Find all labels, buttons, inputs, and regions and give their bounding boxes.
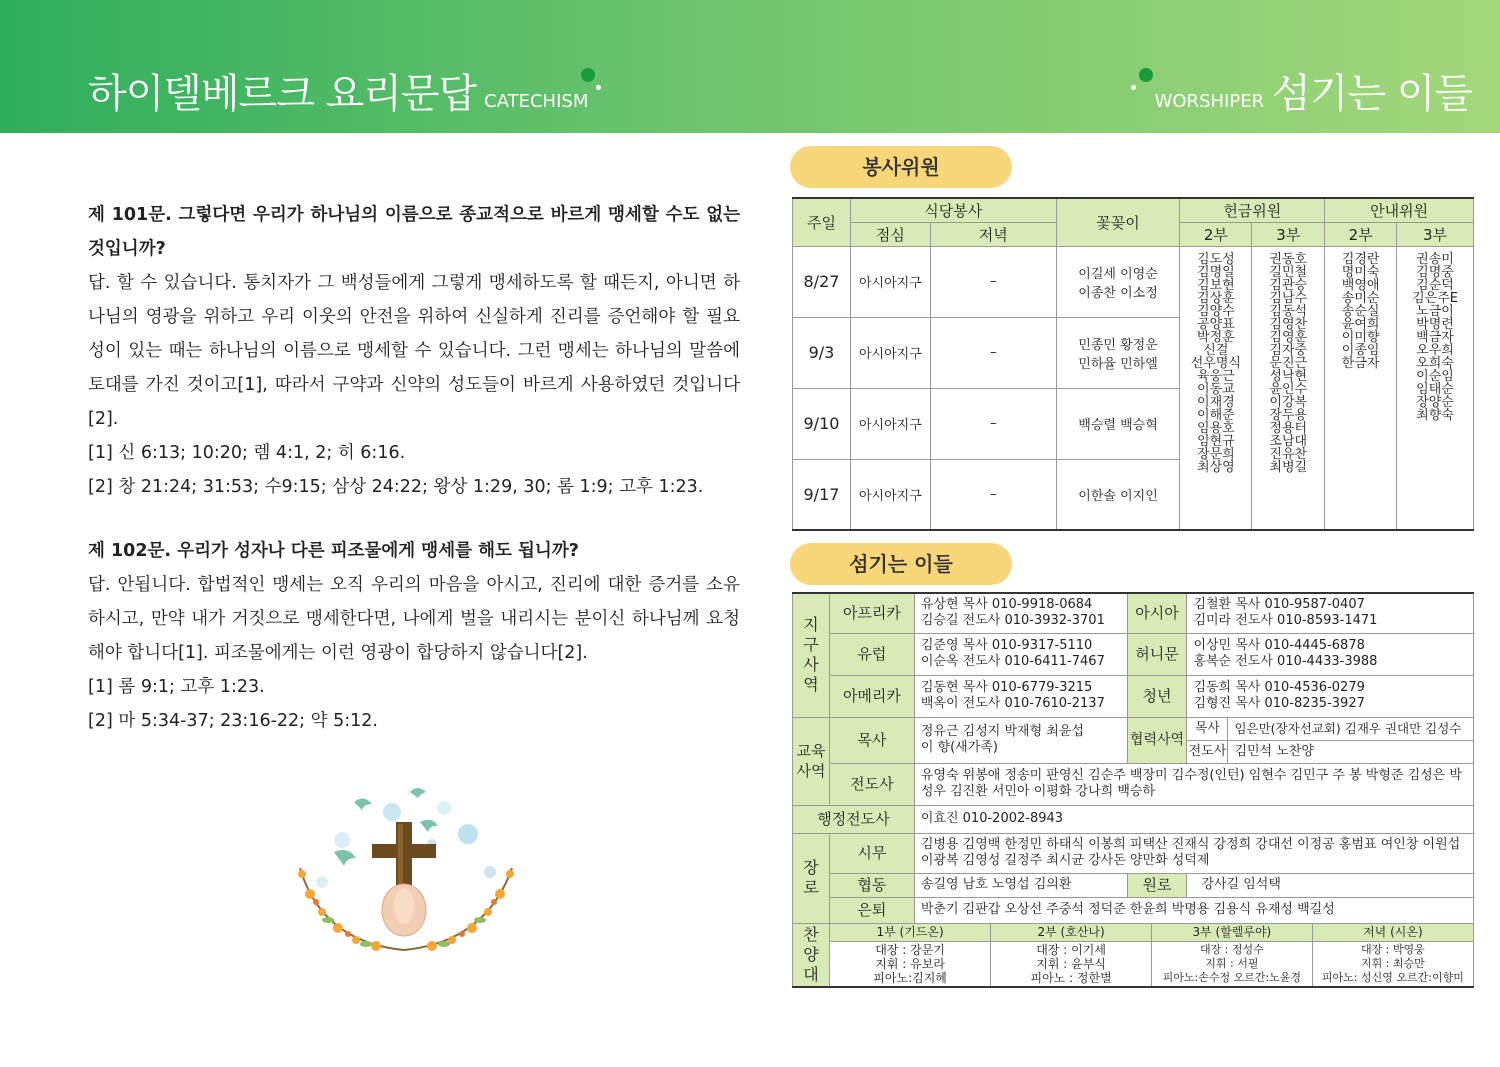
header-offering: 헌금위원 [1180,198,1325,222]
list-item: 장양순 [1416,394,1454,410]
choir-grid [829,923,1473,987]
row-dinner: – [930,459,1056,530]
list-item: 김순덕 [1416,277,1454,293]
elder-label-text: 장로 [803,858,819,897]
list-item: 임현규 [1197,433,1235,449]
asia-contacts [1187,593,1474,633]
header-offering-2bu: 2부 [1180,222,1252,246]
list-item: 임용호 [1197,420,1235,436]
evangelist-label: 전도사 [829,763,914,805]
contact-line: 이순옥 전도사 010-6411-7467 [920,654,1105,669]
row-dinner: – [930,388,1056,459]
choir-name: 2부 (호산나) [991,924,1152,942]
row-date: 9/3 [793,317,851,388]
contact-line: 이상민 목사 010-4445-6878 [1193,638,1365,653]
choir-name: 3부 (할렐루야) [1151,924,1312,942]
servers-table [792,592,1474,988]
reference-101-1: [1] 신 6:13; 10:20; 렘 4:1, 2; 히 6:16. [88,443,406,463]
list-item: 김영찬 [1269,316,1308,332]
row-dinner: – [930,246,1056,317]
worshiper-heading [1155,62,1472,119]
choir-label-text: 찬양대 [803,924,819,984]
youth-contacts [1187,675,1474,717]
youth-label: 청년 [1127,675,1187,717]
list-item: 성낙현 [1269,368,1308,384]
question-102: 제 102문. 우리가 성자나 다른 피조물에게 맹세를 해도 됩니까? [88,541,579,561]
header-guide: 안내위원 [1325,198,1474,222]
page-header [0,0,1500,133]
offering-2bu-list [1180,246,1252,530]
choir-detail [1151,941,1312,986]
list-item: 김동석 [1269,303,1308,319]
choir-line: 지휘 : 최승만 [1360,956,1425,970]
cooperation-label: 협력사역 [1127,717,1187,763]
cross-illustration [282,782,532,962]
list-item: 최향숙 [1416,407,1454,423]
pastor-names [914,717,1127,763]
senior-elder-names: 강사길 임석택 [1187,873,1474,897]
africa-label: 아프리카 [829,593,914,633]
active-elder-names: 김병용 김영백 한정민 하태식 이봉희 피택산 진재식 강정희 강대선 이정공 홍범표 여인창 이원섭 이광복 김영성 길정주 최시균 강사돈 양만화 성덕제 [914,833,1473,873]
district-label [793,593,830,717]
header-guide-2bu: 2부 [1325,222,1397,246]
africa-contacts [914,593,1127,633]
choir-name: 저녁 (시온) [1312,924,1473,942]
list-item: 이종임 [1341,342,1380,358]
row-flower: 민종민 황정운 민하율 민하엘 [1056,317,1180,388]
list-item: 송순실 [1341,303,1380,319]
asia-label: 아시아 [1127,593,1187,633]
list-item: 백영애 [1341,277,1380,293]
list-item: 김경란 [1341,251,1380,267]
list-item: 김상훈 [1197,290,1235,306]
choir-name: 1부 (기드온) [830,924,991,942]
list-item: 권송미 [1416,251,1454,267]
offering-3bu-list [1252,246,1325,530]
associate-elder-label: 협동 [829,873,914,897]
list-item: 김양수 [1197,303,1235,319]
coop-evangelist-label: 전도사 [1187,741,1228,763]
contact-line: 김동현 목사 010-6779-3215 [920,680,1093,695]
choir-line: 피아노:손수정 오르간:노윤경 [1162,970,1302,984]
list-item: 김자중 [1269,342,1308,358]
list-item: 김남수 [1269,290,1308,306]
list-item: 윤인수 [1269,381,1308,397]
list-item: 오희숙 [1416,355,1454,371]
list-item: 신걸 [1203,342,1229,358]
row-date: 9/17 [793,459,851,530]
choir-line: 피아노: 성신영 오르간:이향미 [1321,970,1464,984]
senior-elder-label: 원로 [1127,873,1187,897]
name-line: 정유근 김성지 박재형 최윤섭 [920,724,1084,739]
header-dinner: 저녁 [930,222,1056,246]
choir-line: 지휘 : 윤부식 [1036,956,1106,971]
list-item: 육웅근 [1197,368,1235,384]
associate-elder-names: 송길영 남호 노영섭 김의환 [914,873,1127,897]
list-item: 장두용 [1269,407,1308,423]
dot-icon [581,68,595,82]
row-flower: 이한솔 이지인 [1056,459,1180,530]
list-item: 이순임 [1416,368,1454,384]
choir-line: 지휘 : 유보라 [875,956,945,971]
choir-line: 대장 : 강문기 [875,942,945,957]
elder-label [793,833,830,923]
pastor-label: 목사 [829,717,914,763]
choir-detail [1312,941,1473,986]
reference-102-1: [1] 롬 9:1; 고후 1:23. [88,677,265,697]
retired-elder-names: 박춘기 김판갑 오상선 주중석 정덕준 한윤희 박명용 김용식 유재성 백길성 [914,897,1473,923]
dot-icon [1139,68,1153,82]
list-item: 진유찬 [1269,446,1308,462]
name-line: 이 향(새가족) [920,740,998,755]
list-item: 정용터 [1269,420,1308,436]
dot-icon [596,85,601,90]
honeymoon-label: 허니문 [1127,633,1187,675]
list-item: 이미향 [1341,329,1380,345]
row-date: 9/10 [793,388,851,459]
answer-101: 답. 할 수 있습니다. 통치자가 그 백성들에게 그렇게 맹세하도록 할 때든지, 아니면 하나님의 영광을 위하고 우리 이웃의 안전을 위하여 신실하게 진리를 증언해야 할 필요성이 있는 때는 하나님의 이름으로 맹세할 수 있습니다. 그런 맹세는 하나님의 말씀에 토대를 가진 것이고[1], 따라서 구약과 신약의 성도들이 바르게 사용하였던 것입니다[2]. [88,273,740,429]
list-item: 조남대 [1269,433,1308,449]
list-item: 오우희 [1416,342,1454,358]
list-item: 이해준 [1197,407,1235,423]
coop-pastor-label: 목사 [1187,717,1228,740]
choir-line: 피아노:김지혜 [873,970,947,985]
honeymoon-contacts [1187,633,1474,675]
choir-line: 지휘 : 서필 [1205,956,1259,970]
list-item: 임태순 [1416,381,1454,397]
row-flower: 백승렬 백승혁 [1056,388,1180,459]
list-item: 김보현 [1197,277,1235,293]
list-item: 공양표 [1197,316,1235,332]
coop-pastor-names: 임은만(장자선교회) 김재우 권대만 김성수 [1234,720,1462,736]
header-meal: 식당봉사 [850,198,1056,222]
list-item: 백금자 [1416,329,1454,345]
admin-contact: 이효진 010-2002-8943 [914,805,1473,833]
row-lunch: 아시아지구 [850,246,930,317]
list-item: 김도성 [1197,251,1235,267]
list-item: 장문희 [1197,446,1235,462]
america-label: 아메리카 [829,675,914,717]
row-dinner: – [930,317,1056,388]
list-item: 박명련 [1416,316,1454,332]
row-lunch: 아시아지구 [850,459,930,530]
list-item: 이동교 [1197,381,1235,397]
list-item: 박정훈 [1197,329,1235,345]
choir-label [793,923,830,987]
answer-102: 답. 안됩니다. 합법적인 맹세는 오직 우리의 마음을 아시고, 진리에 대한 증거를 소유하시고, 만약 내가 거짓으로 맹세한다면, 나에게 벌을 내리시는 분이신 하나님께 요청해야 합니다[1]. 피조물에게는 이런 영광이 합당하지 않습니다[2]. [88,575,740,663]
list-item: 권동호 [1269,251,1308,267]
worshiper-subtitle: WORSHIPER [1154,91,1265,112]
service-committee-table [792,197,1474,531]
catechism-subtitle: CATECHISM [484,91,589,112]
choir-line: 피아노 : 정한별 [1030,970,1112,985]
guide-3bu-list [1397,246,1474,530]
contact-line: 홍복순 전도사 010-4433-3988 [1193,654,1378,669]
list-item: 김관승 [1269,277,1308,293]
praying-hands-icon [382,884,426,936]
coop-evangelist-names: 김민석 노찬양 [1234,743,1314,759]
contact-line: 김미라 전도사 010-8593-1471 [1193,613,1378,629]
education-label [793,717,830,805]
list-item: 김명일 [1197,264,1235,280]
list-item: 최상영 [1197,459,1235,475]
dot-icon [1131,85,1136,90]
choir-line: 대장 : 이기세 [1036,942,1106,957]
guide-2bu-list [1325,246,1397,530]
choir-table [830,924,1473,986]
contact-line: 김동희 목사 010-4536-0279 [1193,680,1365,695]
list-item: 한금자 [1341,355,1380,371]
europe-contacts [914,633,1127,675]
header-week: 주일 [793,198,851,246]
list-item: 명미숙 [1341,264,1380,280]
contact-line: 백옥이 전도사 010-7610-2137 [920,696,1105,711]
catechism-heading [88,62,588,119]
question-101: 제 101문. 그렇다면 우리가 하나님의 이름으로 종교적으로 바르게 맹세할 수도 없는 것입니까? [88,205,740,259]
list-item: 최병길 [1269,459,1308,475]
row-lunch: 아시아지구 [850,317,930,388]
evangelist-names: 유영숙 위봉애 정송미 판영신 김순주 백장미 김수정(인턴) 임현수 김민구 주 봉 박형준 김성은 박성우 김진환 서민아 이평화 강나희 백승하 [914,763,1473,805]
choir-detail [830,941,991,986]
reference-101-2: [2] 창 21:24; 31:53; 수9:15; 삼상 24:22; 왕상 1:29, 30; 롬 1:9; 고후 1:23. [88,477,704,497]
list-item: 김은주E [1412,290,1458,306]
row-lunch: 아시아지구 [850,388,930,459]
list-item: 길민철 [1269,264,1308,280]
list-item: 김명중 [1416,264,1454,280]
list-item: 이강복 [1269,394,1308,410]
row-flower: 이길세 이영순 이종찬 이소정 [1056,246,1180,317]
catechism-title: 하이델베르크 요리문답 [88,71,477,117]
list-item: 윤여희 [1341,316,1380,332]
district-label-text: 지구사역 [803,615,819,695]
america-contacts [914,675,1127,717]
header-flower: 꽃꽂이 [1056,198,1180,246]
worshiper-title: 섬기는 이들 [1272,71,1472,117]
education-label-text: 교육사역 [796,742,826,780]
contact-line: 김형진 목사 010-8235-3927 [1193,696,1365,711]
contact-line: 유상현 목사 010-9918-0684 [920,597,1093,613]
header-offering-3bu: 3부 [1252,222,1325,246]
europe-label: 유럽 [829,633,914,675]
contact-line: 김준영 목사 010-9317-5110 [920,638,1093,653]
contact-line: 김철환 목사 010-9587-0407 [1193,597,1365,613]
choir-line: 대장 : 박영웅 [1360,942,1425,956]
cooperation-cell [1187,717,1474,763]
list-item: 문진근 [1269,355,1308,371]
active-elder-label: 시무 [829,833,914,873]
list-item: 선우명식 [1190,355,1241,371]
reference-102-2: [2] 마 5:34-37; 23:16-22; 약 5:12. [88,711,378,731]
list-item: 송미순 [1341,290,1380,306]
contact-line: 김승길 전도사 010-3932-3701 [920,613,1105,629]
list-item: 김영훈 [1269,329,1308,345]
choir-line: 대장 : 정성수 [1199,942,1264,956]
admin-label: 행정전도사 [793,805,915,833]
retired-elder-label: 은퇴 [829,897,914,923]
header-guide-3bu: 3부 [1397,222,1474,246]
choir-detail [991,941,1152,986]
row-date: 8/27 [793,246,851,317]
servers-pill: 섬기는 이들 [790,543,1012,585]
service-committee-pill: 봉사위원 [790,146,1012,188]
catechism-text [88,198,740,738]
list-item: 노금이 [1416,303,1454,319]
header-lunch: 점심 [850,222,930,246]
list-item: 이재경 [1197,394,1235,410]
